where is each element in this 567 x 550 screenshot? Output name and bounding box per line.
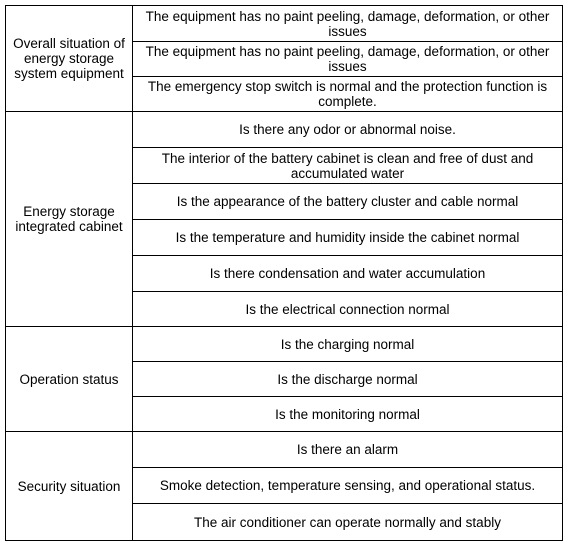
check-item-cell: The emergency stop switch is normal and the protection function is complete. [133, 77, 563, 112]
check-item-cell: Is there an alarm [133, 432, 563, 468]
check-item-cell: Is the monitoring normal [133, 397, 563, 432]
check-item-cell: Is there any odor or abnormal noise. [133, 112, 563, 148]
check-item-cell: Is there condensation and water accumulation [133, 256, 563, 292]
category-cell: Operation status [6, 327, 133, 432]
check-item-cell: The air conditioner can operate normally and stably [133, 504, 563, 541]
check-item-cell: Is the electrical connection normal [133, 292, 563, 327]
table-row [6, 432, 563, 468]
category-cell: Security situation [6, 432, 133, 541]
inspection-checklist-table [5, 5, 563, 541]
check-item-cell: Is the appearance of the battery cluster and cable normal [133, 184, 563, 220]
check-item-cell: The equipment has no paint peeling, damage, deformation, or other issues [133, 42, 563, 77]
category-cell: Overall situation of energy storage system equipment [6, 6, 133, 112]
table-row [6, 112, 563, 148]
check-item-cell: Smoke detection, temperature sensing, and operational status. [133, 468, 563, 504]
check-item-cell: Is the discharge normal [133, 362, 563, 397]
check-item-cell: The equipment has no paint peeling, damage, deformation, or other issues [133, 6, 563, 42]
check-item-cell: The interior of the battery cabinet is clean and free of dust and accumulated water [133, 148, 563, 184]
check-item-cell: Is the charging normal [133, 327, 563, 362]
table-row [6, 6, 563, 42]
check-item-cell: Is the temperature and humidity inside the cabinet normal [133, 220, 563, 256]
category-cell: Energy storage integrated cabinet [6, 112, 133, 327]
table-row [6, 327, 563, 362]
